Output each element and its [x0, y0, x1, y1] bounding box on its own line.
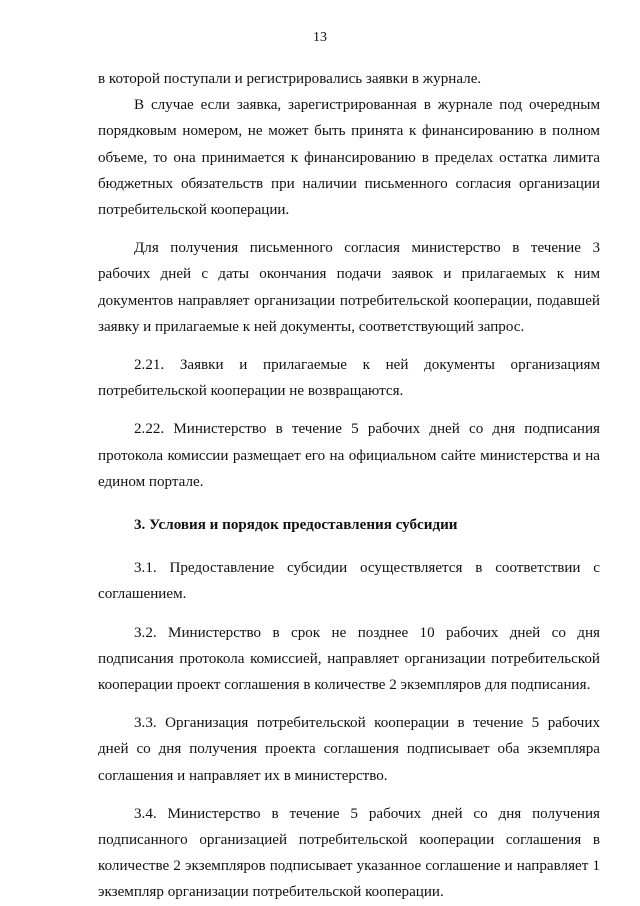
document-body	[98, 66, 600, 906]
paragraph-partial-financing: В случае если заявка, зарегистрированная в журнале под очередным порядковым номером, не может быть принята к финансированию в полном объеме, то она принимается к финансированию в пределах остатка лимита бюджетных обязательств при наличии письменного согласия организации потребительской кооперации.	[98, 97, 600, 219]
paragraph-3-2: 3.2. Министерство в срок не позднее 10 рабочих дней со дня подписания протокола комиссией, направляет организации потребительской кооперации проект соглашения в количестве 2 экземпляров для подписания.	[98, 624, 600, 694]
paragraph-written-consent: Для получения письменного согласия министерство в течение 3 рабочих дней с даты окончания подачи заявок и прилагаемых к ним документов направляет организации потребительской кооперации, подавшей заявку и прилагаемые к ней документы, соответствующий запрос.	[98, 240, 600, 335]
paragraph-3-4: 3.4. Министерство в течение 5 рабочих дней со дня получения подписанного организацией потребительской кооперации соглашения в количестве 2 экземпляров подписывает указанное соглашение и направляет 1 экземпляр организации потребительской кооперации.	[98, 805, 600, 901]
paragraph-2-21: 2.21. Заявки и прилагаемые к ней документы организациям потребительской кооперации не возвращаются.	[98, 357, 600, 400]
section-heading-3: 3. Условия и порядок предоставления субсидии	[134, 517, 458, 534]
page-number: 13	[313, 30, 327, 45]
paragraph-3-3: 3.3. Организация потребительской кооперации в течение 5 рабочих дней со дня получения проекта соглашения подписывает оба экземпляра соглашения и направляет их в министерство.	[98, 715, 600, 784]
paragraph-continuation: в которой поступали и регистрировались заявки в журнале.	[98, 71, 482, 87]
paragraph-3-1: 3.1. Предоставление субсидии осуществляется в соответствии с соглашением.	[98, 560, 600, 603]
paragraph-2-22: 2.22. Министерство в течение 5 рабочих дней со дня подписания протокола комиссии размещает его на официальном сайте министерства и на едином портале.	[98, 421, 600, 490]
